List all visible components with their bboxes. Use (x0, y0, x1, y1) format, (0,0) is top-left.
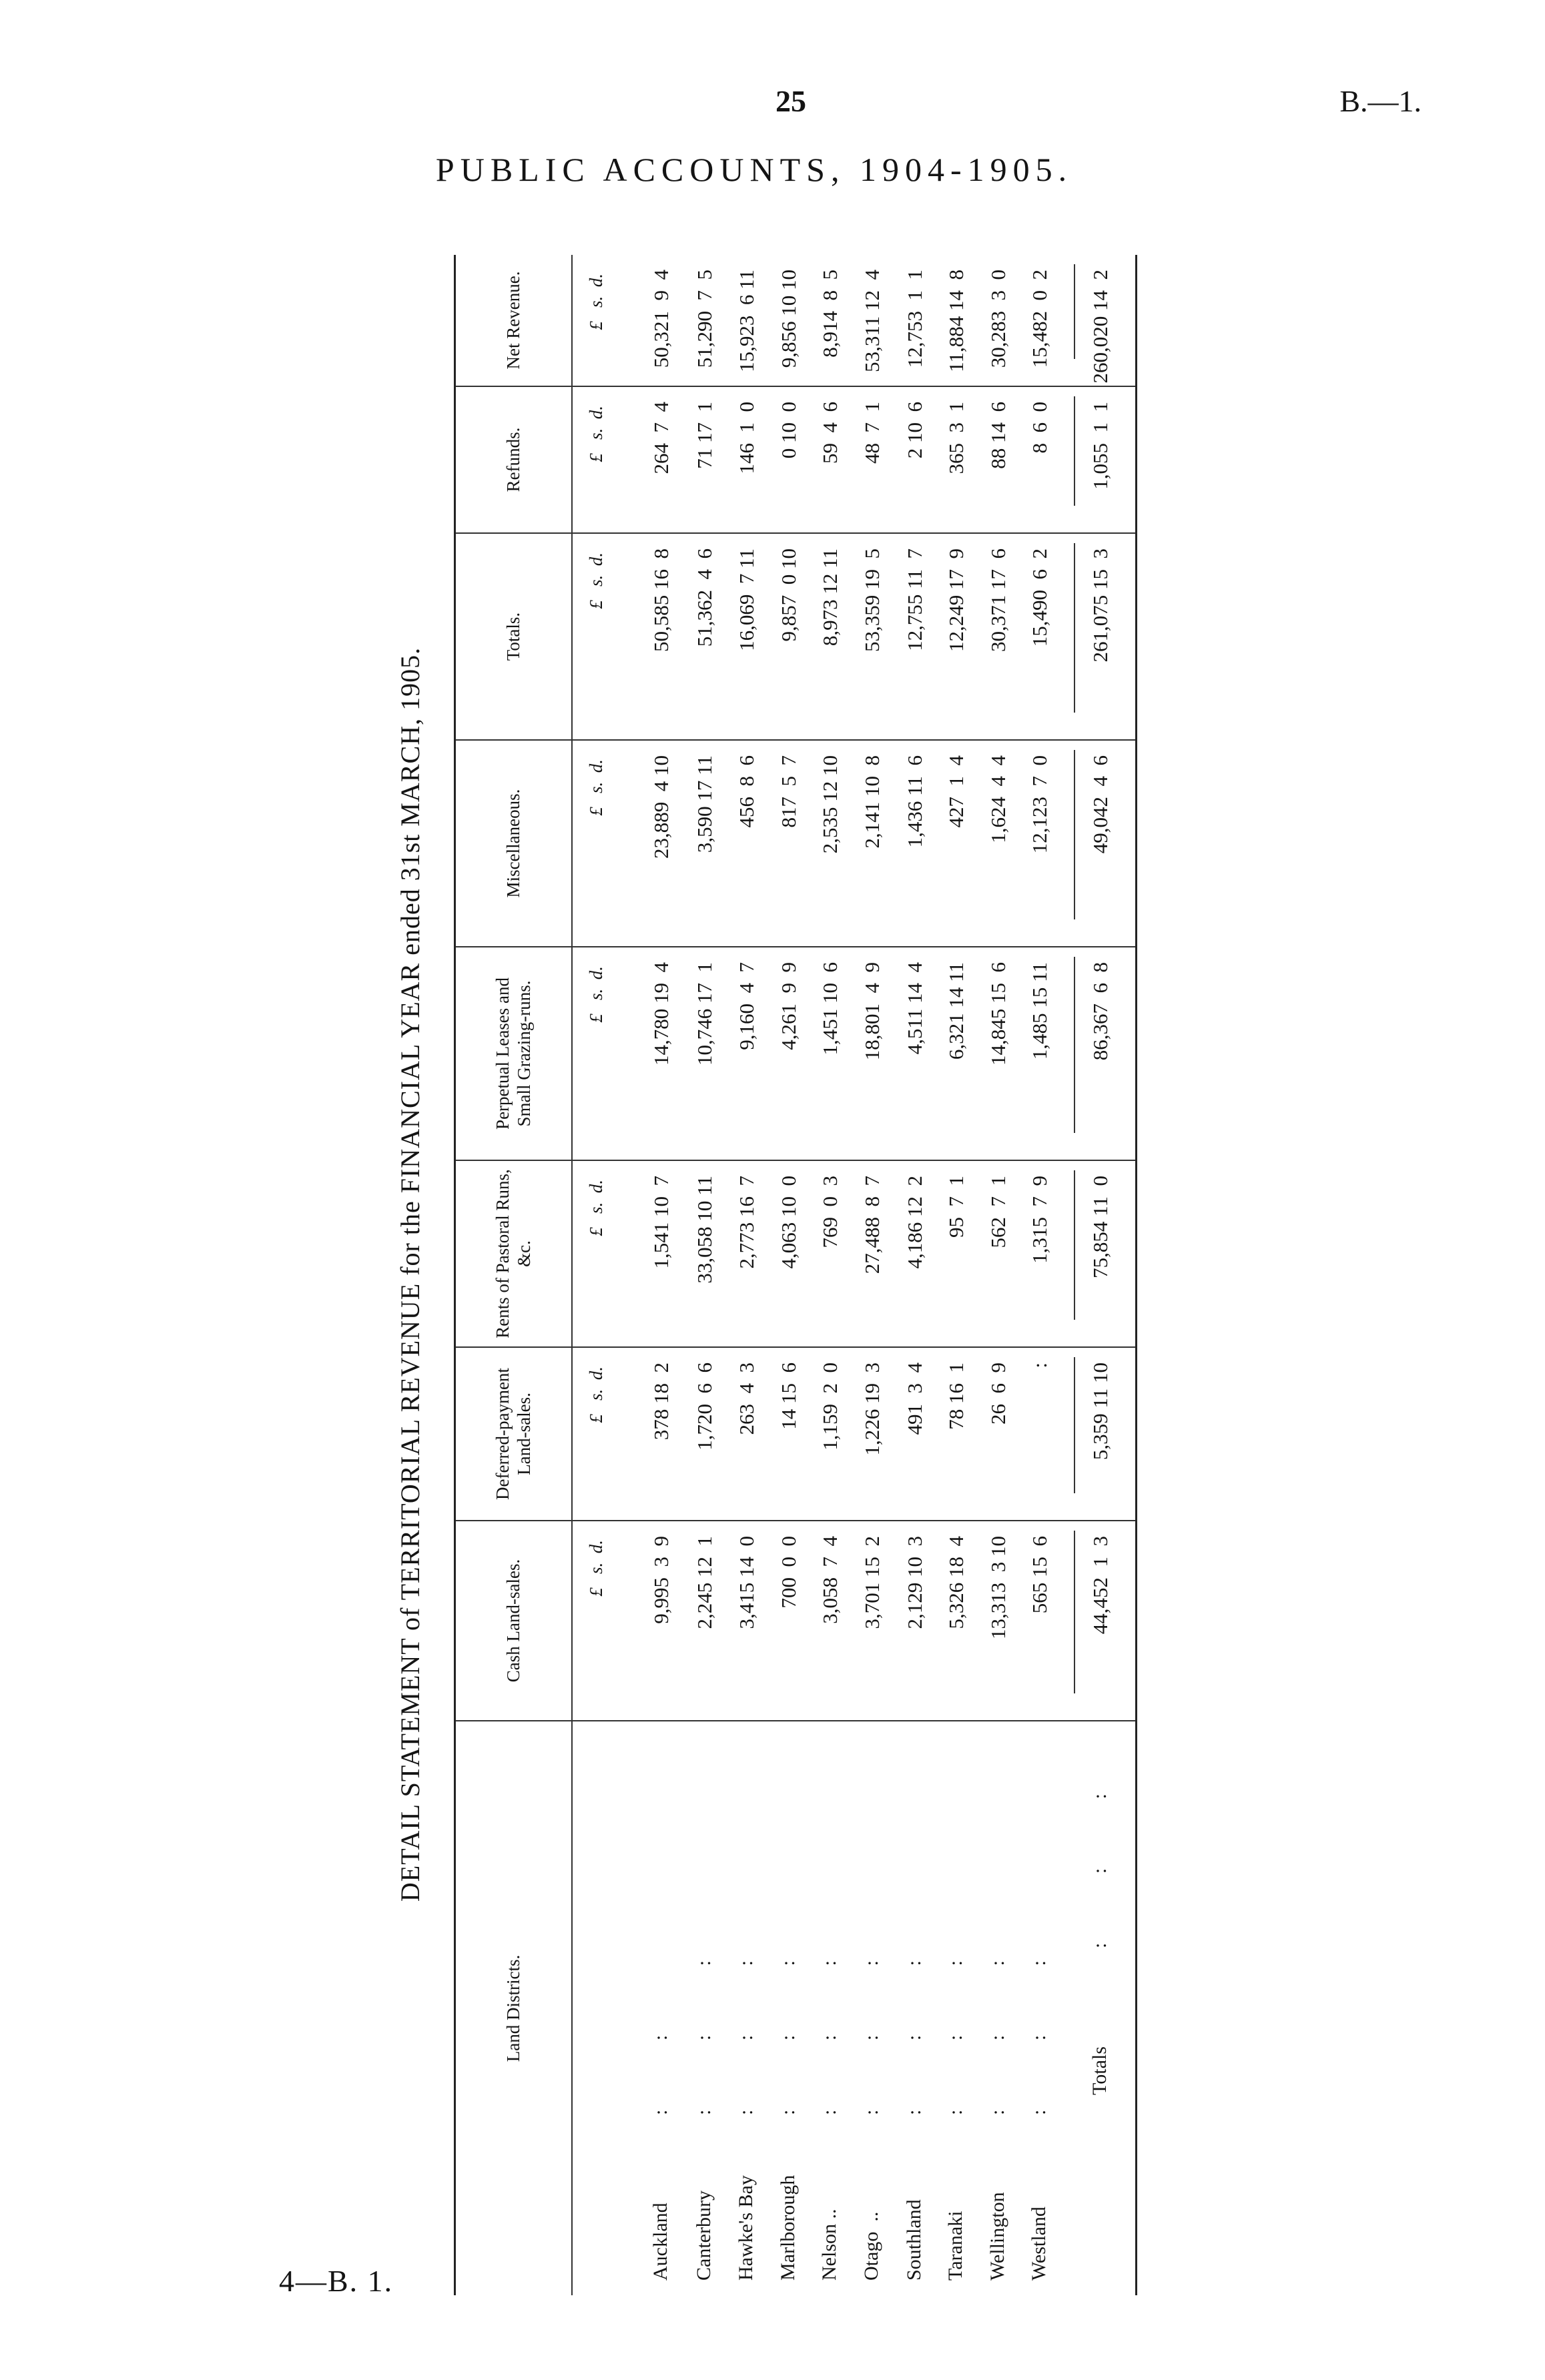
table-cell: 88 14 6 (986, 402, 1010, 469)
unit-label: £ s. d. (586, 552, 606, 609)
table-cell: 14,780 19 4 (649, 962, 673, 1066)
table-cell: 95 7 1 (944, 1176, 968, 1238)
footer-signature: 4—B. 1. (279, 2264, 394, 2298)
leader-dots: : : : (777, 1928, 799, 2115)
table-cell: 378 18 2 (649, 1362, 673, 1441)
table-cell: 13,313 3 10 (986, 1536, 1010, 1639)
page-number: 25 (776, 84, 806, 118)
column-misc (456, 741, 1135, 947)
table-cell: 700 0 0 (777, 1536, 800, 1609)
table-cell: 51,362 4 6 (693, 548, 716, 647)
table-title: DETAIL STATEMENT of TERRITORIAL REVENUE for the FINANCIAL YEAR ended 31st MARCH, 1905. (395, 647, 425, 1902)
table-cell: 78 16 1 (944, 1362, 968, 1430)
total-cell: 260,020 14 2 (1089, 270, 1112, 384)
table-cell: 12,123 7 0 (1028, 755, 1051, 854)
table-cell: 4,511 14 4 (903, 962, 926, 1055)
table-cell: 10,746 17 1 (693, 962, 716, 1066)
unit-label: £ s. d. (586, 1366, 606, 1423)
table-cell: 2,245 12 1 (693, 1536, 716, 1629)
table-cell: 12,755 11 7 (903, 548, 926, 651)
table-cell: 50,321 9 4 (649, 270, 673, 368)
district-name: Canterbury (693, 2191, 715, 2281)
column-header-misc: Miscellaneous. (456, 741, 573, 946)
total-cell: 261,075 15 3 (1089, 548, 1112, 663)
table-cell: 2,773 16 7 (735, 1176, 758, 1269)
district-name: Otago .. (860, 2211, 882, 2281)
table-cell: 263 4 3 (735, 1362, 758, 1435)
district-name: Nelson .. (818, 2209, 840, 2281)
table-cell: 12,249 17 9 (944, 548, 968, 652)
column-header-rents: Rents of Pastoral Runs, &c. (456, 1161, 573, 1346)
table-cell: 0 10 0 (777, 402, 800, 459)
table-cell: 769 0 3 (818, 1176, 842, 1248)
table-cell: 12,753 1 1 (903, 270, 926, 368)
column-header-deferred: Deferred-payment Land-sales. (456, 1348, 573, 1520)
table-cell: 2 10 6 (903, 402, 926, 459)
column-header-district: Land Districts. (456, 1721, 573, 2295)
table-cell: 146 1 0 (735, 402, 758, 474)
table-cell: 18,801 4 9 (860, 962, 884, 1061)
table-cell: 491 3 4 (903, 1362, 926, 1435)
total-cell: 5,359 11 10 (1089, 1362, 1112, 1461)
totals-label: Totals (1089, 2046, 1111, 2095)
table-cell: : (1028, 1362, 1051, 1368)
table-cell: 16,069 7 11 (735, 548, 758, 651)
table-cell: 4,186 12 2 (903, 1176, 926, 1269)
table-cell: 8 6 0 (1028, 402, 1051, 454)
district-name: Marlborough (777, 2174, 799, 2281)
column-header-perpetual: Perpetual Leases and Small Grazing-runs. (456, 947, 573, 1160)
total-cell: 86,367 6 8 (1089, 962, 1112, 1061)
unit-label: £ s. d. (586, 274, 606, 330)
column-cash (456, 1521, 1135, 1721)
table-cell: 1,315 7 9 (1028, 1176, 1051, 1264)
table-cell: 14 15 6 (777, 1362, 800, 1430)
table-cell: 5,326 18 4 (944, 1536, 968, 1629)
rotated-table-block (380, 254, 1135, 2295)
table-cell: 1,436 11 6 (903, 755, 926, 848)
table-cell: 1,451 10 6 (818, 962, 842, 1056)
table-cell: 4,063 10 0 (777, 1176, 800, 1269)
total-rule (1074, 1170, 1075, 1320)
total-rule (1074, 750, 1075, 919)
district-name: Taranaki (944, 2211, 966, 2281)
unit-label: £ s. d. (586, 966, 606, 1023)
table-cell: 11,884 14 8 (944, 270, 968, 372)
table-cell: 15,482 0 2 (1028, 270, 1051, 368)
total-cell: 44,452 1 3 (1089, 1536, 1112, 1635)
table-cell: 565 15 6 (1028, 1536, 1051, 1614)
total-rule (1074, 957, 1075, 1133)
table-cell: 50,585 16 8 (649, 548, 673, 652)
table-cell: 48 7 1 (860, 402, 884, 464)
table-cell: 15,490 6 2 (1028, 548, 1051, 647)
total-rule (1074, 1357, 1075, 1493)
total-rule (1074, 264, 1075, 359)
table-cell: 427 1 4 (944, 755, 968, 828)
table-cell: 3,415 14 0 (735, 1536, 758, 1629)
leader-dots: : : : (818, 1928, 840, 2115)
table-cell: 1,226 19 3 (860, 1362, 884, 1456)
leader-dots: : : : (693, 1928, 715, 2115)
district-name: Westland (1028, 2207, 1050, 2281)
table-cell: 4,261 9 9 (777, 962, 800, 1050)
leader-dots: : : : (1089, 1761, 1111, 1948)
table-cell: 53,359 19 5 (860, 548, 884, 652)
table-cell: 8,973 12 11 (818, 548, 842, 647)
table-cell: 23,889 4 10 (649, 755, 673, 859)
leader-dots: : : : (860, 1928, 882, 2115)
table-cell: 59 4 6 (818, 402, 842, 464)
column-header-totals: Totals. (456, 534, 573, 739)
column-deferred (456, 1348, 1135, 1521)
table-cell: 30,283 3 0 (986, 270, 1010, 368)
column-refunds (456, 387, 1135, 534)
column-net (456, 255, 1135, 387)
table-cell: 53,311 12 4 (860, 270, 884, 372)
table-cell: 365 3 1 (944, 402, 968, 474)
table-cell: 3,701 15 2 (860, 1536, 884, 1629)
total-cell: 75,854 11 0 (1089, 1176, 1112, 1278)
table-cell: 51,290 7 5 (693, 270, 716, 368)
table-cell: 9,856 10 10 (777, 270, 800, 368)
table-cell: 562 7 1 (986, 1176, 1010, 1248)
revenue-table (454, 255, 1137, 2295)
leader-dots: : : : (944, 1928, 966, 2115)
column-header-refunds: Refunds. (456, 387, 573, 532)
table-cell: 6,321 14 11 (944, 962, 968, 1060)
leader-dots: : : (649, 2002, 671, 2115)
total-cell: 1,055 1 1 (1089, 402, 1112, 490)
running-title: PUBLIC ACCOUNTS, 1904-1905. (435, 151, 1073, 188)
column-header-cash: Cash Land-sales. (456, 1521, 573, 1720)
leader-dots: : : : (735, 1928, 757, 2115)
table-cell: 264 7 4 (649, 402, 673, 474)
table-cell: 2,129 10 3 (903, 1536, 926, 1629)
district-name: Auckland (649, 2203, 671, 2281)
table-cell: 26 6 9 (986, 1362, 1010, 1425)
column-header-net: Net Revenue. (456, 255, 573, 386)
unit-label: £ s. d. (586, 759, 606, 816)
unit-label: £ s. d. (586, 406, 606, 462)
table-cell: 1,159 2 0 (818, 1362, 842, 1451)
column-district (456, 1721, 1135, 2295)
table-cell: 9,857 0 10 (777, 548, 800, 642)
leader-dots: : : : (903, 1928, 925, 2115)
column-rents (456, 1161, 1135, 1348)
table-cell: 1,485 15 11 (1028, 962, 1051, 1060)
table-cell: 9,160 4 7 (735, 962, 758, 1050)
table-cell: 71 17 1 (693, 402, 716, 469)
total-rule (1074, 543, 1075, 713)
table-cell: 817 5 7 (777, 755, 800, 828)
table-cell: 2,535 12 10 (818, 755, 842, 854)
total-cell: 49,042 4 6 (1089, 755, 1112, 854)
total-rule (1074, 396, 1075, 506)
table-cell: 1,624 4 4 (986, 755, 1010, 843)
table-cell: 27,488 8 7 (860, 1176, 884, 1274)
table-cell: 1,720 6 6 (693, 1362, 716, 1451)
column-perpetual (456, 947, 1135, 1161)
district-name: Wellington (986, 2192, 1008, 2281)
leader-dots: : : : (1028, 1928, 1050, 2115)
table-cell: 1,541 10 7 (649, 1176, 673, 1269)
table-cell: 8,914 8 5 (818, 270, 842, 358)
column-totals (456, 534, 1135, 741)
district-name: Hawke's Bay (735, 2175, 757, 2281)
table-cell: 3,590 17 11 (693, 755, 716, 853)
unit-label: £ s. d. (586, 1180, 606, 1236)
table-cell: 3,058 7 4 (818, 1536, 842, 1624)
table-cell: 33,058 10 11 (693, 1176, 716, 1284)
unit-label: £ s. d. (586, 1540, 606, 1597)
leader-dots: : : : (986, 1928, 1008, 2115)
district-name: Southland (903, 2199, 925, 2281)
table-cell: 15,923 6 11 (735, 270, 758, 372)
table-cell: 2,141 10 8 (860, 755, 884, 849)
total-rule (1074, 1531, 1075, 1693)
table-cell: 456 8 6 (735, 755, 758, 828)
table-cell: 14,845 15 6 (986, 962, 1010, 1066)
table-cell: 30,371 17 6 (986, 548, 1010, 652)
page-reference: B.—1. (1339, 84, 1422, 118)
table-cell: 9,995 3 9 (649, 1536, 673, 1624)
